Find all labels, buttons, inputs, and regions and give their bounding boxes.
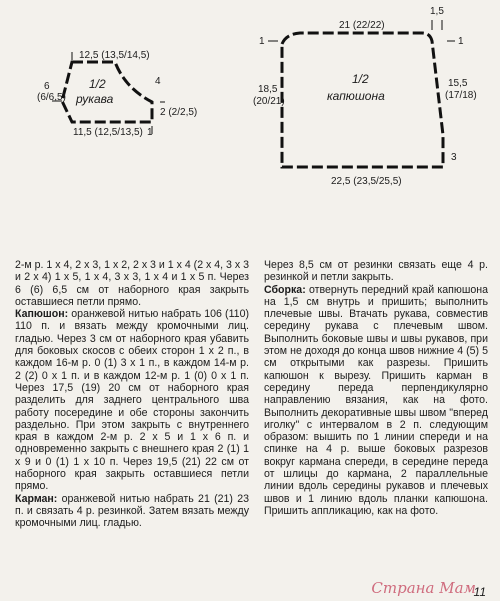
hood-top-width: 21 (22/22): [339, 20, 385, 31]
sleeve-left-height-a: 6: [44, 81, 50, 92]
hood-title-word: капюшона: [327, 89, 385, 103]
paragraph-hood: [15, 308, 249, 492]
hood-left-tick-label: 1: [259, 36, 265, 47]
patterns-diagram: [0, 0, 500, 260]
pocket-instructions: оранжевой нитью набрать 21 (21) 23 п. и связать 4 р. резинкой. Затем вязать между кромочными лиц. гладью.: [15, 492, 249, 530]
paragraph-sleeve-shaping: 2-м р. 1 х 4, 2 х 3, 1 х 2, 2 х 3 и 1 х 4 (2 х 4, 3 х 3 и 2 х 4) 1 х 5, 1 х 4, 3 х 3, 1 х 4 и 1 х 5 п. Через 6 (6) 6,5 см от наборного края закрыть оставшиеся петли прямо.: [15, 259, 250, 308]
hood-bottom-step: 3: [451, 152, 457, 163]
hood-left-height-a: 18,5: [258, 84, 278, 95]
text-column-left: [15, 259, 249, 530]
sleeve-title-fraction: 1/2: [89, 77, 106, 91]
hood-right-tick-label: 1: [458, 36, 464, 47]
paragraph-pocket: [15, 493, 249, 530]
text-column-right: [264, 259, 488, 517]
sleeve-right-height: 4: [155, 76, 161, 87]
page-number: 11: [473, 585, 486, 599]
hood-right-height-b: (17/18): [445, 90, 477, 101]
watermark-logo: Страна Мам: [371, 579, 476, 597]
hood-left-height-b: (20/21): [253, 96, 285, 107]
assembly-instructions: отвернуть передний край капюшона на 1,5 см внутрь и пришить; выполнить плечевые швы. Втачать рукава, совместив середину рукава с плечевым швом. Выполнить боковые швы и швы рукавов, при этом не доходя до конца швов нижние 4 (5) 5 см открытыми как разрезы. Пришить капюшон к вырезу. Пришить карман в середину переда перпендикулярно направлению вязания, как на фото. Выполнить декоративные швы швом "вперед иголку" с интервалом в 2 п. следующим образом: вышить по 1 линии спереди и на спинке на 4 р. выше боковых разрезов вокруг кармана спереди, в середине переда от шлицы до кармана, 2 параллельные линии вдоль середины рукавов и плечевых швов и 1 линию вдоль планки капюшона. Пришить аппликацию, как на фото.: [264, 283, 488, 517]
sleeve-top-width: 12,5 (13,5/14,5): [79, 50, 150, 61]
sleeve-title-word: рукава: [76, 92, 114, 106]
hood-title-fraction: 1/2: [352, 72, 369, 86]
hood-right-height-a: 15,5: [448, 78, 468, 89]
heading-assembly: Сборка:: [264, 283, 306, 296]
sleeve-bottom-width: 11,5 (12,5/13,5): [73, 127, 143, 138]
hood-bottom-width: 22,5 (23,5/25,5): [331, 176, 402, 187]
heading-hood: Капюшон:: [15, 308, 69, 321]
sleeve-bottom-step: 2 (2/2,5): [160, 107, 198, 118]
hood-instructions: оранжевой нитью набрать 106 (110) 110 п. и вязать между кромочными лиц. гладью. Через 3 см от наборного края убавить для боковых скосов с обеих сторон 1 х 2 п., в каждом 16-м р. 0 (1) 3 х 1 п., в каждом 14-м р. 2 (2) 0 х 1 п. и в каждом 12-м р. 1 (0) 0 х 1 п. Через 17,5 (19) 20 см от наборного края разделить для заднего центрального шва работу посередине и обе стороны закончить раздельно. При этом закрыть с внутреннего края в каждом 2-м р. 2 х 5 и 1 х 6 п. и одновременно закрыть с внешнего края 2 (1) 1 х 9 и 0 (1) 1 х 10 п. Через 19,5 (21) 22 см от наборного края закрыть оставшиеся петли прямо.: [15, 308, 249, 493]
paragraph-assembly: [264, 284, 488, 518]
heading-pocket: Карман:: [15, 492, 58, 505]
sleeve-corner-label: 1: [147, 127, 153, 138]
hood-top-offset: 1,5: [430, 6, 444, 17]
sleeve-left-height-b: (6/6,5): [37, 92, 66, 103]
paragraph-pocket-finish: Через 8,5 см от резинки связать еще 4 р. резинкой и петли закрыть.: [264, 259, 488, 284]
